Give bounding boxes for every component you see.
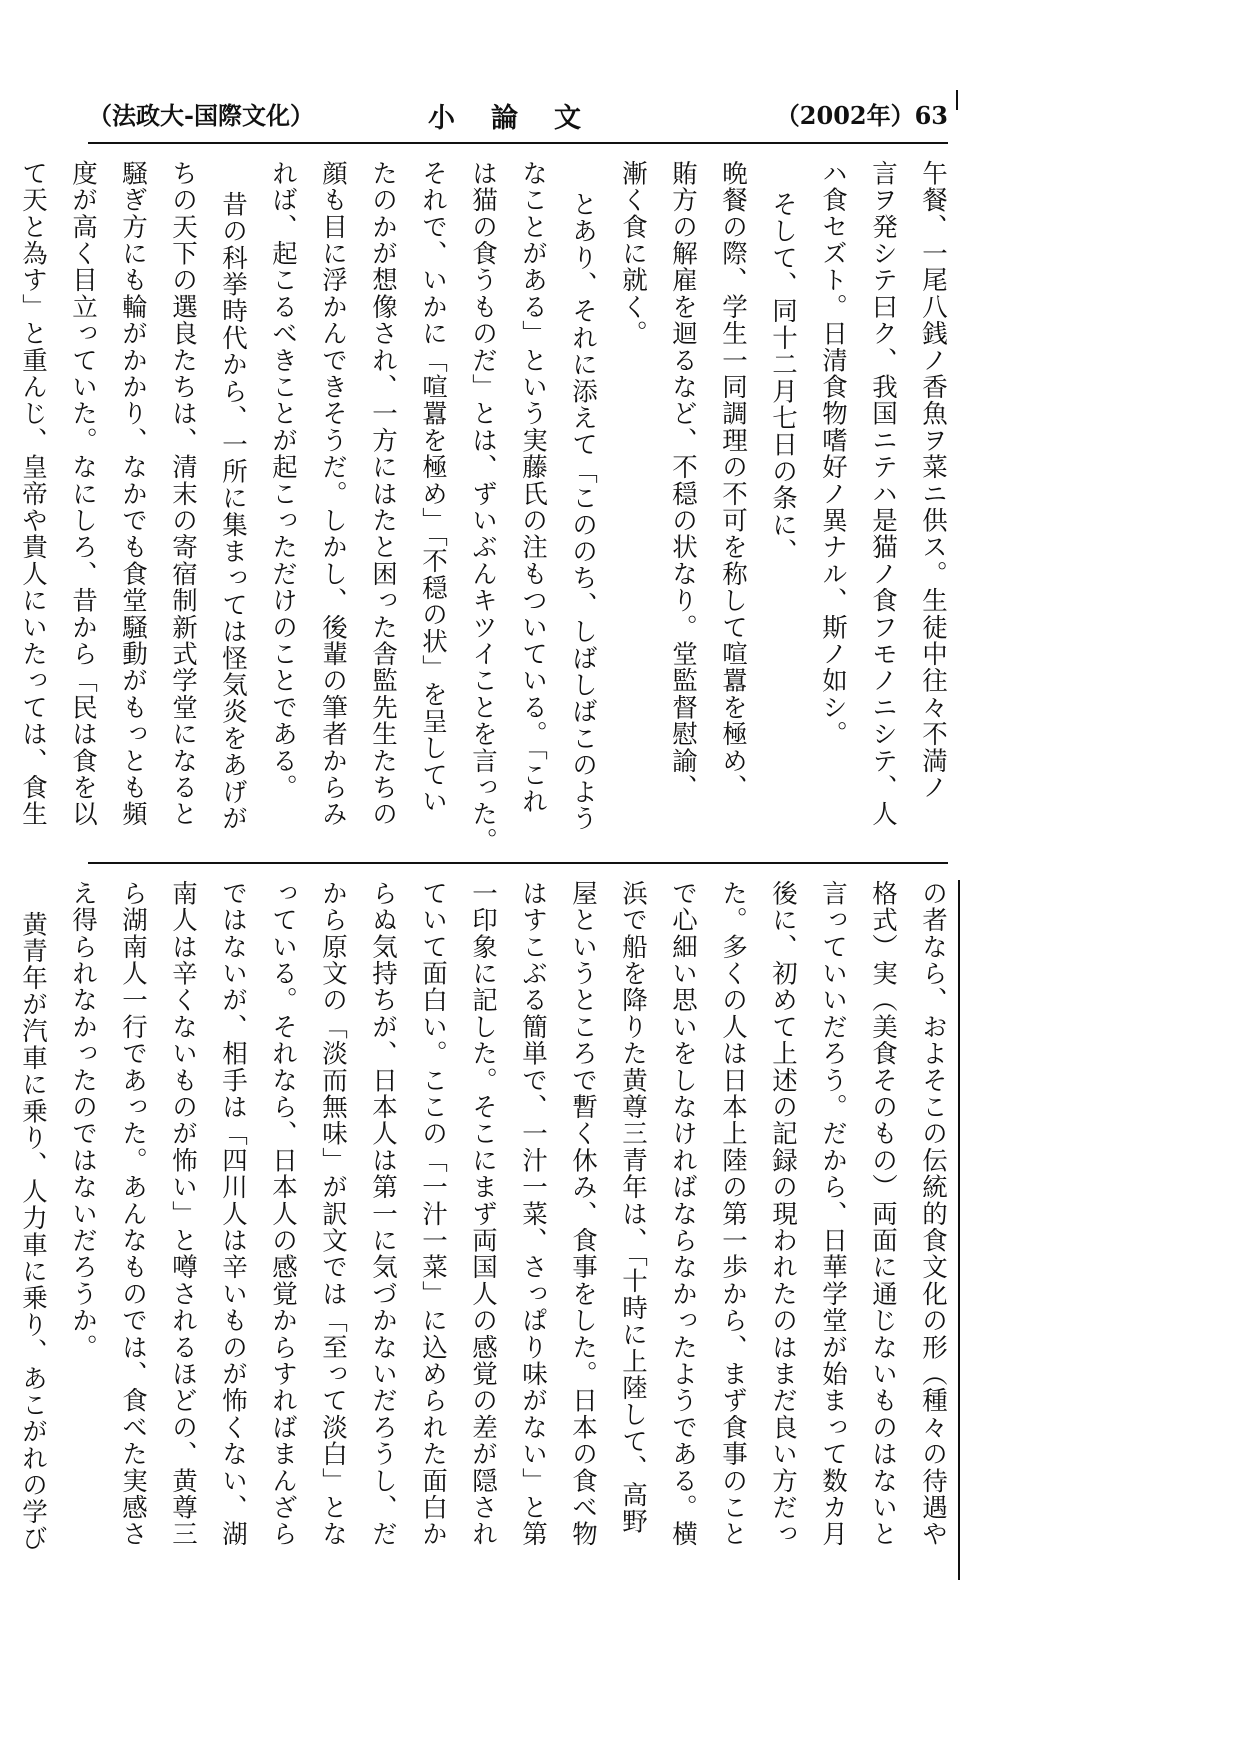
- text-column: て天と為す」と重んじ、皇帝や貴人にいたっては、食生: [18, 160, 48, 828]
- header-rule: [88, 142, 948, 144]
- text-column: は猫の食うものだ」とは、ずいぶんキツイことを言った。: [468, 160, 498, 855]
- header-source: （法政大-国際文化）: [88, 101, 314, 130]
- text-column: 顔も目に浮かんできそうだ。しかし、後輩の筆者からみ: [318, 160, 348, 828]
- text-column: 賄方の解雇を迴るなど、不穏の状なり。堂監督慰諭、: [668, 160, 698, 801]
- header-year-page: （2002年）63: [775, 101, 948, 130]
- text-column: 後に、初めて上述の記録の現われたのはまだ良い方だっ: [768, 880, 798, 1548]
- text-column: 午餐、一尾八銭ノ香魚ヲ菜ニ供ス。生徒中往々不満ノ: [918, 160, 948, 801]
- text-column: っている。それなら、日本人の感覚からすればまんざら: [268, 880, 298, 1548]
- upper-text-block: [18, 160, 958, 855]
- text-column: から原文の「淡而無味」が訳文では「至って淡白」とな: [318, 880, 348, 1548]
- text-column: 黄青年が汽車に乗り、人力車に乗り、あこがれの学び: [18, 910, 48, 1552]
- text-column: なことがある」という実藤氏の注もついている。「これ: [518, 160, 548, 815]
- text-column: 度が高く目立っていた。なにしろ、昔から「民は食を以: [68, 160, 98, 828]
- text-column: ハ食セズト。日清食物嗜好ノ異ナル、斯ノ如シ。: [818, 160, 848, 748]
- header-section-title: 小論文: [428, 103, 617, 134]
- text-column: れば、起こるべきことが起こっただけのことである。: [268, 160, 298, 801]
- section-divider: [88, 862, 948, 864]
- text-column: 格式）実（美食そのもの）両面に通じないものはないと: [868, 880, 898, 1548]
- text-column: とあり、それに添えて「こののち、しばしばこのよう: [568, 190, 598, 832]
- right-margin-rule: [958, 880, 960, 1580]
- text-column: 漸く食に就く。: [618, 160, 648, 347]
- text-column: 騒ぎ方にも輪がかかり、なかでも食堂騒動がもっとも頻: [118, 160, 148, 828]
- text-column: それで、いかに「喧囂を極め」「不穏の状」を呈してい: [418, 160, 448, 815]
- text-column: そして、同十二月七日の条に、: [768, 190, 798, 565]
- text-column: 昔の科挙時代から、一所に集まっては怪気炎をあげが: [218, 190, 248, 832]
- lower-text-block: [18, 880, 958, 1592]
- text-column: 南人は辛くないものが怖い」と噂されるほどの、黄尊三: [168, 880, 198, 1548]
- text-column: 浜で船を降りた黄尊三青年は、「十時に上陸して、高野: [618, 880, 648, 1535]
- text-column: はすこぶる簡単で、一汁一菜、さっぱり味がない」と第: [518, 880, 548, 1548]
- text-column: た。多くの人は日本上陸の第一歩から、まず食事のこと: [718, 880, 748, 1548]
- text-column: 言っていいだろう。だから、日華学堂が始まって数カ月: [818, 880, 848, 1548]
- text-column: ちの天下の選良たちは、清末の寄宿制新式学堂になると: [168, 160, 198, 828]
- text-column: ではないが、相手は「四川人は辛いものが怖くない、湖: [218, 880, 248, 1548]
- text-column: [0, 160, 8, 850]
- text-column: え得られなかったのではないだろうか。: [68, 880, 98, 1361]
- text-column: の者なら、およそこの伝統的食文化の形（種々の待遇や: [918, 880, 948, 1548]
- text-column: [0, 880, 8, 1592]
- text-column: ていて面白い。ここの「一汁一菜」に込められた面白か: [418, 880, 448, 1548]
- text-column: らぬ気持ちが、日本人は第一に気づかないだろうし、だ: [368, 880, 398, 1548]
- text-column: 一印象に記した。そこにまず両国人の感覚の差が隠され: [468, 880, 498, 1548]
- text-column: ら湖南人一行であった。あんなものでは、食べた実感さ: [118, 880, 148, 1548]
- running-header: [88, 96, 948, 140]
- text-column: 屋というところで暫く休み、食事をした。日本の食べ物: [568, 880, 598, 1548]
- text-column: で心細い思いをしなければならなかったようである。横: [668, 880, 698, 1548]
- text-column: たのかが想像され、一方にはたと困った舎監先生たちの: [368, 160, 398, 828]
- text-column: 言ヲ発シテ曰ク、我国ニテハ是猫ノ食フモノニシテ、人: [868, 160, 898, 828]
- text-column: 晩餐の際、学生一同調理の不可を称して喧囂を極め、: [718, 160, 748, 801]
- margin-mark: [956, 90, 958, 110]
